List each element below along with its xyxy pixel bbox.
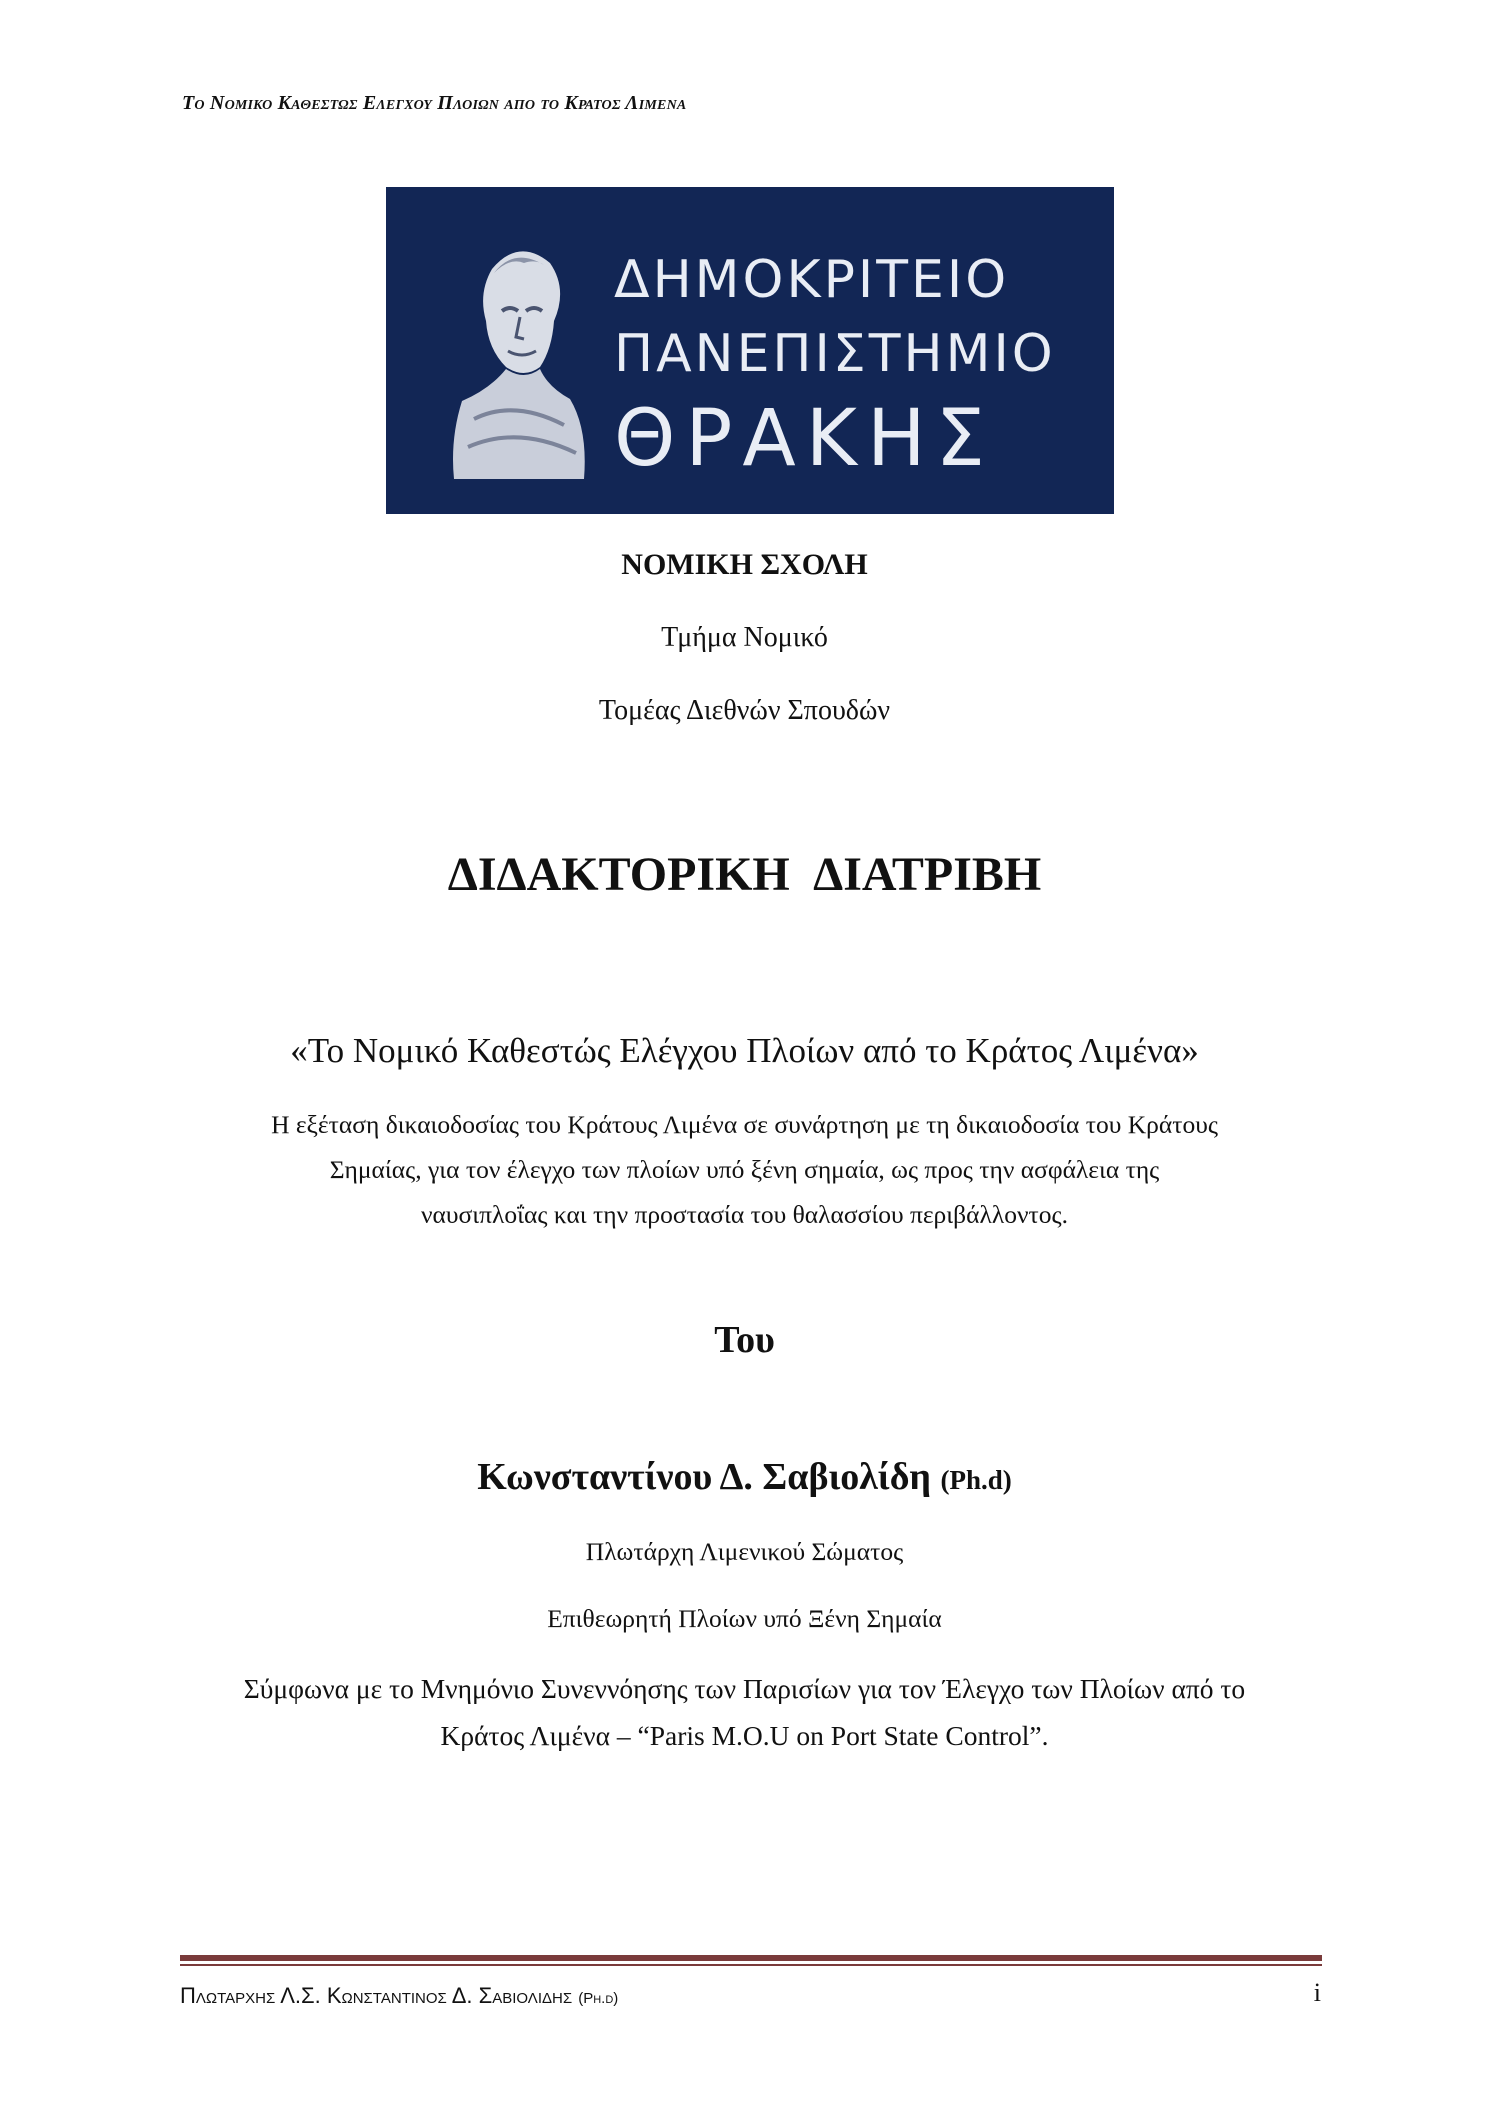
thesis-title: «Το Νομικό Καθεστώς Ελέγχου Πλοίων από το Κράτος Λιμένα»	[290, 1031, 1199, 1070]
by-label: Του	[714, 1319, 775, 1361]
university-logo	[386, 187, 1114, 514]
author-line	[0, 1455, 1489, 1499]
logo-line-2: ΠΑΝΕΠΙΣΤΗΜΙΟ	[614, 324, 1056, 384]
document-type: ΔΙΔΑΚΤΟΡΙΚΗ ΔΙΑΤΡΙΒΗ	[447, 848, 1042, 901]
page-number: i	[1313, 1978, 1321, 2007]
author-rank: Πλωτάρχη Λιμενικού Σώματος	[585, 1537, 904, 1566]
author-name: Κωνσταντίνου Δ. Σαβιολίδη	[477, 1456, 932, 1498]
agreement-line: Κράτος Λιμένα – “Paris M.O.U on Port State Control”.	[440, 1720, 1049, 1751]
department-name: Τμήμα Νομικό	[661, 622, 828, 653]
footer-author-name: Πλωταρχης Λ.Σ. Κωνσταντινος Δ. Σαβιολιδης	[180, 1983, 573, 2008]
author-role: Επιθεωρητή Πλοίων υπό Ξένη Σημαία	[547, 1604, 942, 1633]
logo-line-1: ΔΗΜΟΚΡΙΤΕΙΟ	[614, 250, 1010, 310]
footer-author	[180, 1983, 618, 2009]
sector-name: Τομέας Διεθνών Σπουδών	[598, 695, 891, 726]
logo-text	[614, 243, 1056, 487]
author-degree: (Ph.d)	[940, 1465, 1012, 1495]
footer-author-degree: (Ph.d)	[578, 1990, 619, 2007]
agreement-line: Σύμφωνα με το Μνημόνιο Συνεννόησης των Παρισίων για τον Έλεγχο των Πλοίων από το	[243, 1673, 1246, 1704]
thesis-subtitle	[0, 1102, 1489, 1237]
subtitle-line: ναυσιπλοΐας και την προστασία του θαλασσίου περιβάλλοντος.	[421, 1200, 1068, 1229]
logo-line-3: ΘΡΑΚΗΣ	[614, 394, 995, 484]
running-header: Το Νομικο Καθεστως Ελεγχου Πλοιων απο το Κρατος Λιμενα	[182, 92, 687, 114]
school-name: ΝΟΜΙΚΗ ΣΧΟΛΗ	[621, 548, 868, 581]
subtitle-line: Σημαίας, για τον έλεγχο των πλοίων υπό ξένη σημαία, ως προς την ασφάλεια της	[329, 1155, 1160, 1184]
democritus-bust-icon	[444, 229, 594, 479]
footer-rule-thin	[180, 1964, 1322, 1966]
footer-rule	[180, 1955, 1322, 1961]
agreement-note	[0, 1665, 1489, 1759]
subtitle-line: Η εξέταση δικαιοδοσίας του Κράτους Λιμένα σε συνάρτηση με τη δικαιοδοσία του Κράτους	[271, 1110, 1218, 1139]
